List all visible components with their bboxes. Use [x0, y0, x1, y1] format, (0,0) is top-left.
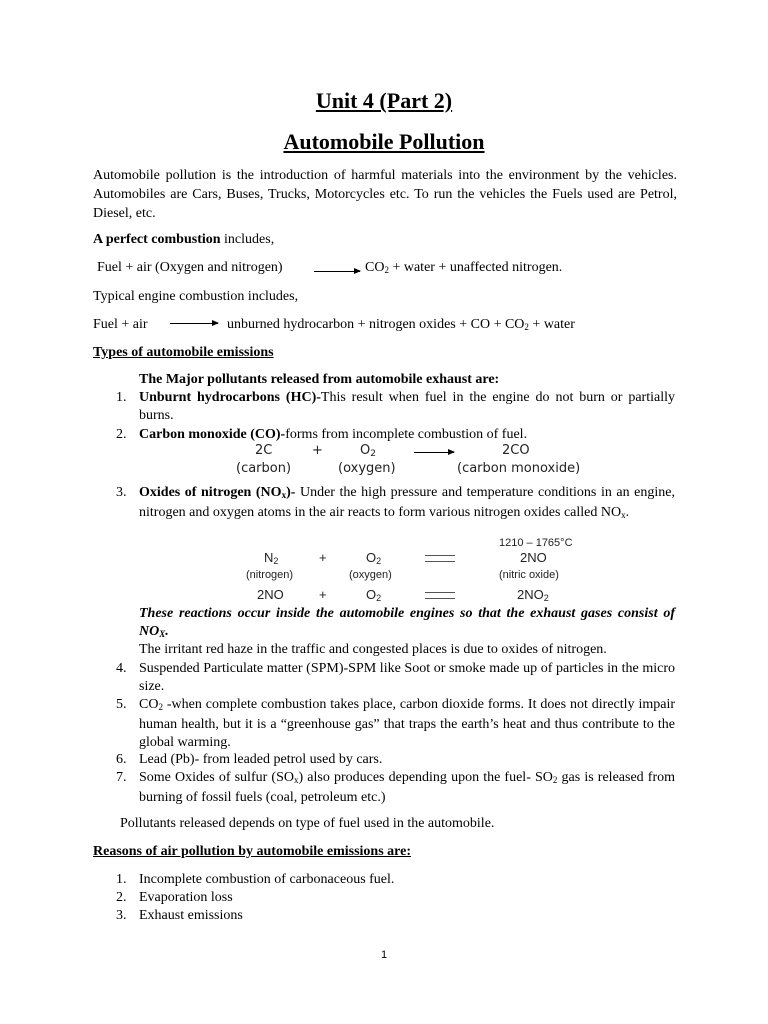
- item-text: Under the high pressure and temperature conditions in an engine, nitrogen and oxygen atoms in the air reacts to form various nitrogen oxides called NO: [139, 485, 675, 520]
- reason-number: 1.: [116, 872, 127, 887]
- eq-plus: +: [312, 443, 323, 458]
- eq-oxygen-symbol: O: [366, 550, 377, 565]
- typical-rhs-pre: unburned hydrocarbon + nitrogen oxides + CO + CO: [227, 317, 525, 332]
- page-number: 1: [380, 949, 388, 961]
- item-text: forms from incomplete combustion of fuel.: [285, 427, 528, 442]
- italic-note-text: These reactions occur inside the automobile engines so that the exhaust gases consist of NO: [139, 606, 675, 639]
- item-text: gas is released from burning of fossil fuels (coal, petroleum etc.): [139, 770, 676, 805]
- typical-combustion-label: Typical engine combustion includes,: [93, 289, 299, 304]
- eq-no2-sub: 2: [543, 593, 549, 603]
- perfect-equation-rhs: [365, 259, 562, 279]
- eq-nitrogen-sub: 2: [273, 556, 279, 566]
- item-bold-pre: Oxides of nitrogen (NO: [139, 485, 282, 500]
- typical-rhs-sub: 2: [524, 322, 529, 332]
- list-item-number: 1.: [116, 390, 127, 405]
- reason-item: Evaporation loss: [139, 890, 233, 905]
- item-bold-label: Unburnt hydrocarbons (HC)-: [139, 390, 321, 405]
- intro-paragraph: Automobile pollution is the introduction of harmful materials into the environment by the vehicles. Automobiles are Cars, Buses, Trucks, Motorcycles etc. To run the vehicles the Fuels used are Petrol, Diesel, etc.: [93, 168, 677, 221]
- item-text: Some Oxides of sulfur (SO: [139, 770, 294, 785]
- eq-carbon-label: (carbon): [236, 461, 292, 476]
- page-title: Unit 4 (Part 2): [315, 88, 453, 113]
- item-bold-label: [139, 485, 295, 500]
- eq-nitrogen-dioxide: [517, 587, 549, 603]
- item-bold-sub: x: [281, 490, 287, 500]
- list-item: [139, 696, 675, 752]
- typical-equation-lhs: Fuel + air: [93, 317, 148, 332]
- list-item: [139, 769, 675, 807]
- list-item: [139, 426, 675, 444]
- reaction-arrow-icon: [314, 271, 360, 272]
- eq-oxygen-symbol: O: [360, 443, 371, 458]
- eq-nitrogen-symbol: N: [264, 550, 274, 565]
- perfect-combustion-label: A perfect combustion: [93, 232, 221, 247]
- eq-temperature: 1210 – 1765°C: [499, 537, 573, 549]
- eq-oxygen-symbol: O: [366, 587, 377, 602]
- eq-oxygen-label: (oxygen): [338, 461, 396, 476]
- item-bold-label: Carbon monoxide (CO)-: [139, 427, 286, 442]
- list-item-number: 7.: [116, 770, 127, 785]
- eq-no2-symbol: 2NO: [517, 587, 544, 602]
- list-item-number: 6.: [116, 752, 127, 767]
- eq-oxygen-sub: 2: [370, 449, 376, 459]
- reason-item: Incomplete combustion of carbonaceous fuel.: [139, 872, 395, 887]
- major-pollutants-heading: The Major pollutants released from automobile exhaust are:: [139, 372, 500, 387]
- item-co2: CO: [139, 697, 159, 712]
- italic-note: [139, 605, 675, 643]
- typical-equation-rhs: [227, 316, 575, 336]
- item-sub: 2: [552, 775, 558, 785]
- item-text: ) also produces depending upon the fuel- SO: [298, 770, 553, 785]
- eq-nitric-oxide-label: (nitric oxide): [499, 569, 559, 581]
- list-item: [139, 389, 675, 425]
- eq-nitric-oxide: 2NO: [257, 587, 284, 602]
- perfect-combustion-line: [93, 231, 274, 249]
- reason-number: 2.: [116, 890, 127, 905]
- reaction-arrow-icon: [414, 452, 454, 453]
- item-text-post: .: [625, 505, 630, 520]
- eq-oxygen-sub: 2: [376, 593, 382, 603]
- eq-oxygen: [360, 443, 376, 459]
- list-item-number: 2.: [116, 427, 127, 442]
- reason-number: 3.: [116, 908, 127, 923]
- italic-note-post: .: [165, 624, 169, 639]
- perfect-rhs-pre: CO: [365, 260, 385, 275]
- eq-plus: +: [319, 587, 327, 602]
- reaction-arrow-icon: [170, 323, 218, 324]
- italic-note-sub: X: [159, 629, 166, 639]
- eq-nitric-oxide: 2NO: [520, 550, 547, 565]
- list-item: [139, 484, 675, 524]
- typical-rhs-post: + water: [528, 317, 575, 332]
- item-text: -when complete combustion takes place, carbon dioxide forms. It does not directly impair human health, but it is a “greenhouse gas” that traps the earth’s heat and thus contribute to the global warming.: [139, 697, 675, 750]
- perfect-combustion-rest: includes,: [220, 232, 275, 247]
- item-bold-post: )-: [286, 485, 296, 500]
- reason-item: Exhaust emissions: [139, 908, 243, 923]
- eq-plus: +: [319, 550, 327, 565]
- item-text: This result when fuel in the engine do not burn or partially burns.: [139, 390, 675, 423]
- eq-oxygen-sub: 2: [376, 556, 382, 566]
- list-item: Lead (Pb)- from leaded petrol used by cars.: [139, 752, 383, 767]
- haze-note: The irritant red haze in the traffic and congested places is due to oxides of nitrogen.: [139, 642, 607, 657]
- perfect-rhs-post: + water + unaffected nitrogen.: [388, 260, 563, 275]
- eq-nitrogen: [264, 550, 278, 566]
- eq-carbon-monoxide-label: (carbon monoxide): [457, 461, 581, 476]
- eq-nitrogen-label: (nitrogen): [246, 569, 294, 581]
- page-subtitle: Automobile Pollution: [283, 129, 485, 154]
- item-sub: x: [293, 775, 299, 785]
- item-text-sub: x: [621, 510, 626, 520]
- list-item: Suspended Particulate matter (SPM)-SPM like Soot or smoke made up of particles in the micro size.: [139, 661, 675, 694]
- pollutants-depend-note: Pollutants released depends on type of fuel used in the automobile.: [120, 816, 495, 831]
- types-heading: Types of automobile emissions: [93, 345, 274, 360]
- list-item-number: 4.: [116, 661, 127, 676]
- eq-oxygen: [366, 550, 381, 566]
- eq-oxygen-label: (oxygen): [349, 569, 392, 581]
- reasons-heading: Reasons of air pollution by automobile emissions are:: [93, 844, 412, 859]
- equilibrium-arrow-icon: [425, 590, 455, 600]
- item-co2-sub: 2: [158, 702, 163, 712]
- eq-oxygen: [366, 587, 381, 603]
- list-item-number: 5.: [116, 697, 127, 712]
- eq-carbon: 2C: [255, 443, 273, 458]
- list-item-number: 3.: [116, 485, 127, 500]
- equilibrium-arrow-icon: [425, 553, 455, 563]
- perfect-equation-lhs: Fuel + air (Oxygen and nitrogen): [97, 260, 283, 275]
- eq-carbon-monoxide: 2CO: [502, 443, 530, 458]
- perfect-rhs-sub: 2: [384, 265, 389, 275]
